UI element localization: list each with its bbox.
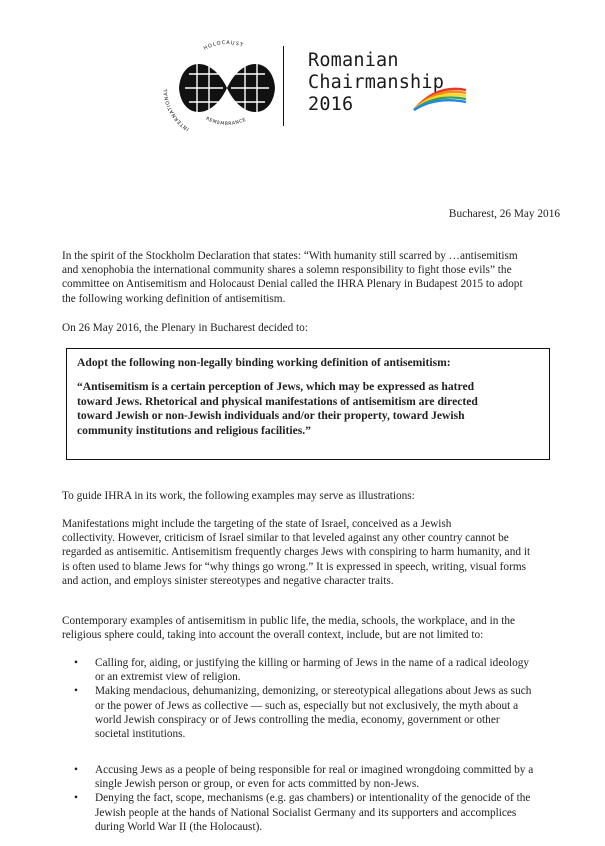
globe-right-lobe bbox=[227, 64, 275, 114]
intro-line: and xenophobia the international community shares a solemn responsibility to fight those evils” the bbox=[62, 264, 512, 277]
contemporary-line: religious sphere could, taking into account the overall context, include, but are not limited to: bbox=[62, 629, 484, 642]
list-item-line: Calling for, aiding, or justifying the killing or harming of Jews in the name of a radical ideology bbox=[95, 657, 530, 669]
list-item bbox=[72, 763, 533, 791]
contemporary-line: Contemporary examples of antisemitism in public life, the media, schools, the workplace, and in the bbox=[62, 615, 516, 627]
list-item bbox=[72, 684, 531, 741]
bullet-dot: • bbox=[74, 792, 78, 805]
bullet-dot: • bbox=[74, 657, 78, 669]
list-item-line: during World War II (the Holocaust). bbox=[95, 820, 263, 833]
guide-line: To guide IHRA in its work, the following examples may serve as illustrations: bbox=[62, 490, 415, 502]
guide-paragraph bbox=[62, 489, 560, 503]
svg-text:HOLOCAUST bbox=[203, 40, 245, 52]
svg-text:REMEMBRANCE bbox=[205, 116, 248, 127]
examples-list-1 bbox=[72, 656, 531, 741]
logo-divider bbox=[283, 46, 284, 126]
definition-heading: Adopt the following non-legally binding working definition of antisemitism: bbox=[77, 356, 451, 369]
list-item-line: single Jewish person or group, or even for acts committed by non-Jews. bbox=[95, 778, 420, 791]
definition-quote-line: “Antisemitism is a certain perception of Jews, which may be expressed as hatred bbox=[77, 380, 475, 393]
bullet-dot: • bbox=[74, 764, 78, 776]
chairmanship-line-1: Romanian bbox=[308, 50, 399, 71]
list-item-line: or the power of Jews as collective — such as, especially but not exclusively, the myth about a bbox=[95, 699, 519, 712]
decided-line: On 26 May 2016, the Plenary in Bucharest decided to: bbox=[62, 322, 308, 334]
rainbow-swoosh-icon bbox=[410, 82, 470, 112]
chairmanship-line-2: Chairmanship bbox=[308, 72, 445, 93]
intro-line: In the spirit of the Stockholm Declaration that states: “With humanity still scarred by …antisemitism bbox=[62, 250, 518, 262]
manifest-line: collectivity. However, criticism of Israel similar to that leveled against any other country cannot be bbox=[62, 532, 509, 545]
definition-quote bbox=[77, 380, 478, 438]
list-item bbox=[72, 791, 533, 834]
manifest-line: is often used to blame Jews for “why things go wrong.” It is expressed in speech, writing, visual forms bbox=[62, 560, 527, 573]
examples-list-2 bbox=[72, 763, 533, 834]
date-line: Bucharest, 26 May 2016 bbox=[448, 208, 560, 220]
decided-paragraph bbox=[62, 321, 560, 335]
list-item-line: societal institutions. bbox=[95, 728, 186, 741]
bullet-dot: • bbox=[74, 685, 78, 698]
list-item-line: Jewish people at the hands of National Socialist Germany and its supporters and accomplices bbox=[95, 806, 517, 819]
manifest-line: regarded as antisemitic. Antisemitism frequently charges Jews with conspiring to harm humanity, and it bbox=[62, 546, 531, 559]
list-item-line: Denying the fact, scope, mechanisms (e.g. gas chambers) or intentionality of the genocide of the bbox=[95, 792, 531, 805]
definition-box bbox=[66, 348, 550, 460]
chairmanship-line-3: 2016 bbox=[308, 94, 354, 115]
list-item-line: Accusing Jews as a people of being responsible for real or imagined wrongdoing committed by a bbox=[95, 764, 534, 776]
list-item bbox=[72, 656, 531, 684]
logo-ring-bottom-text: REMEMBRANCE bbox=[204, 116, 248, 127]
globe-left-lobe bbox=[179, 64, 227, 114]
definition-quote-line: toward Jews. Rhetorical and physical manifestations of antisemitism are directed bbox=[77, 394, 478, 408]
manifestations-paragraph bbox=[62, 517, 560, 588]
manifest-line: and action, and employs sinister stereotypes and negative character traits. bbox=[62, 574, 394, 587]
definition-quote-line: community institutions and religious facilities.” bbox=[77, 423, 311, 437]
intro-paragraph bbox=[62, 249, 560, 306]
intro-line: committee on Antisemitism and Holocaust Denial called the IHRA Plenary in Budapest 2015 to adopt bbox=[62, 278, 523, 291]
manifest-line: Manifestations might include the targeting of the state of Israel, conceived as a Jewish bbox=[62, 518, 452, 530]
definition-quote-line: toward Jewish or non-Jewish individuals and/or their property, toward Jewish bbox=[77, 409, 465, 423]
list-item-line: Making mendacious, dehumanizing, demonizing, or stereotypical allegations about Jews as such bbox=[95, 685, 532, 698]
intro-line: the following working definition of antisemitism. bbox=[62, 292, 286, 305]
contemporary-paragraph bbox=[62, 614, 560, 642]
logo-ring-top-text: HOLOCAUST bbox=[202, 39, 245, 52]
list-item-line: world Jewish conspiracy or of Jews controlling the media, economy, government or other bbox=[95, 713, 500, 726]
ihra-logo-emblem bbox=[163, 24, 291, 152]
list-item-line: or an extremist view of religion. bbox=[95, 671, 241, 684]
logo-ring-left-text: INTERNATIONAL bbox=[163, 88, 191, 132]
